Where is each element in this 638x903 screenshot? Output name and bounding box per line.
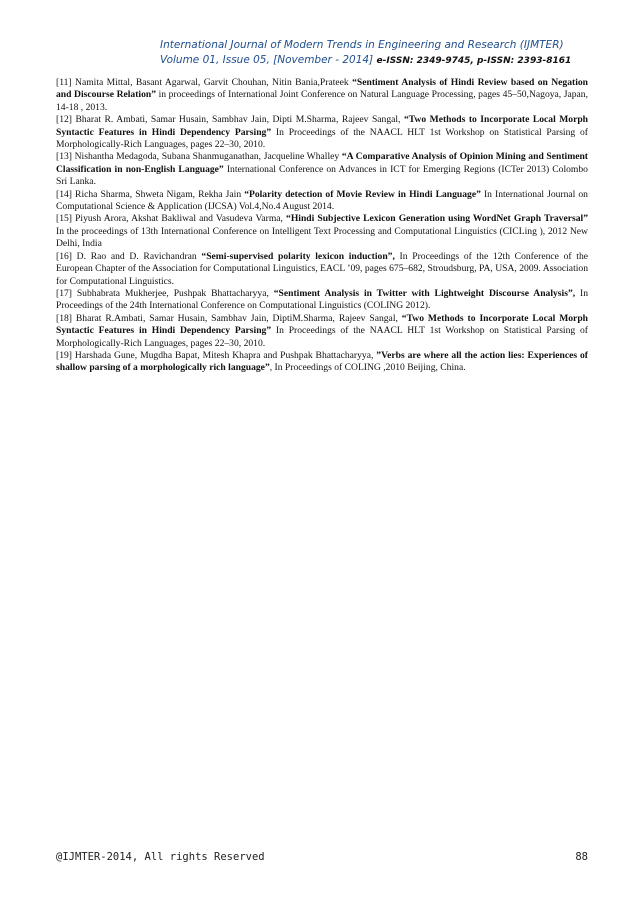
reference-venue: , In Proceedings of COLING ,2010 Beijing, China. <box>269 362 466 374</box>
reference-venue: in proceedings of International Joint Conference on Natural Language Processing, pages 45–50,Nagoya, Japan, 14-18 , 2013. <box>56 89 589 113</box>
journal-title: International Journal of Modern Trends in Engineering and Research (IJMTER) <box>160 39 564 51</box>
reference-venue: In Proceedings of the NAACL HLT 1st Workshop on Statistical Parsing of Morphologically-Rich Languages, pages 22–30, 2010. <box>56 325 588 349</box>
reference-item <box>56 114 588 151</box>
page-number: 88 <box>575 851 588 863</box>
reference-venue: In International Journal on Computational Science & Application (IJCSA) Vol.4,No.4 August 2014. <box>56 188 588 213</box>
reference-item <box>56 151 588 188</box>
reference-venue: In the proceedings of 13th International Conference on Intelligent Text Processing and Computational Linguistics (CICLing ), 2012 New Delhi, India <box>56 225 588 250</box>
reference-authors: [18] Bharat R.Ambati, Samar Husain, Sambhav Jain, DiptiM.Sharma, Rajeev Sangal, <box>56 312 402 324</box>
journal-volume: Volume 01, Issue 05, [November - 2014] <box>160 54 374 66</box>
reference-item <box>56 213 588 250</box>
reference-title: “Semi-supervised polarity lexicon induction”, <box>201 250 395 262</box>
reference-title: ”Verbs are where all the action lies: Experiences of shallow parsing of a morphologically rich language” <box>56 349 588 374</box>
reference-authors: [14] Richa Sharma, Shweta Nigam, Rekha Jain <box>56 188 245 200</box>
copyright-notice: @IJMTER-2014, All rights Reserved <box>56 851 265 863</box>
page-footer <box>56 851 588 863</box>
reference-title: “Hindi Subjective Lexicon Generation using WordNet Graph Traversal” <box>286 213 588 225</box>
reference-item <box>56 350 588 375</box>
reference-title: “Two Methods to Incorporate Local Morph Syntactic Features in Hindi Dependency Parsing” <box>56 312 588 337</box>
reference-title: “Sentiment Analysis of Hindi Review based on Negation and Discourse Relation” <box>56 77 588 101</box>
reference-venue: In Proceedings of the 12th Conference of the European Chapter of the Association for Computational Linguistics, EACL ’09, pages 675–682, Stroudsburg, PA, USA, 2009. Association for Computational Linguistics. <box>56 250 588 287</box>
reference-authors: [19] Harshada Gune, Mugdha Bapat, Mitesh Khapra and Pushpak Bhattacharyya, <box>56 349 377 361</box>
journal-issn: e-ISSN: 2349-9745, p-ISSN: 2393-8161 <box>376 56 572 66</box>
reference-item <box>56 77 588 114</box>
reference-title: “A Comparative Analysis of Opinion Mining and Sentiment Classification in non-English Language” <box>56 151 588 175</box>
reference-venue: In Proceedings of the NAACL HLT 1st Workshop on Statistical Parsing of Morphologically-Rich Languages, pages 22–30, 2010. <box>56 126 588 151</box>
reference-title: “Sentiment Analysis in Twitter with Lightweight Discourse Analysis”, <box>273 287 576 299</box>
reference-title: “Polarity detection of Movie Review in Hindi Language” <box>244 188 481 200</box>
journal-issue-line <box>160 53 590 69</box>
reference-list <box>56 77 588 375</box>
journal-header <box>160 38 590 69</box>
reference-item <box>56 313 588 350</box>
reference-authors: [15] Piyush Arora, Akshat Bakliwal and Vasudeva Varma, <box>56 213 287 225</box>
reference-authors: [12] Bharat R. Ambati, Samar Husain, Sambhav Jain, Dipti M.Sharma, Rajeev Sangal, <box>56 114 404 126</box>
reference-item <box>56 288 588 313</box>
reference-item <box>56 189 588 214</box>
reference-authors: [11] Namita Mittal, Basant Agarwal, Garvit Chouhan, Nitin Bania,Prateek <box>56 77 353 88</box>
reference-title: “Two Methods to Incorporate Local Morph Syntactic Features in Hindi Dependency Parsing” <box>56 114 588 138</box>
reference-authors: [13] Nishantha Medagoda, Subana Shanmuganathan, Jacqueline Whalley <box>56 151 342 163</box>
reference-authors: [16] D. Rao and D. Ravichandran <box>56 250 202 262</box>
reference-item <box>56 251 588 288</box>
reference-venue: In Proceedings of the 24th International Conference on Computational Linguistics (COLING 2012). <box>56 287 588 312</box>
reference-authors: [17] Subhabrata Mukherjee, Pushpak Bhattacharyya, <box>56 287 274 299</box>
reference-venue: International Conference on Advances in ICT for Emerging Regions (ICTer 2013) Colombo Sri Lanka. <box>56 163 588 188</box>
